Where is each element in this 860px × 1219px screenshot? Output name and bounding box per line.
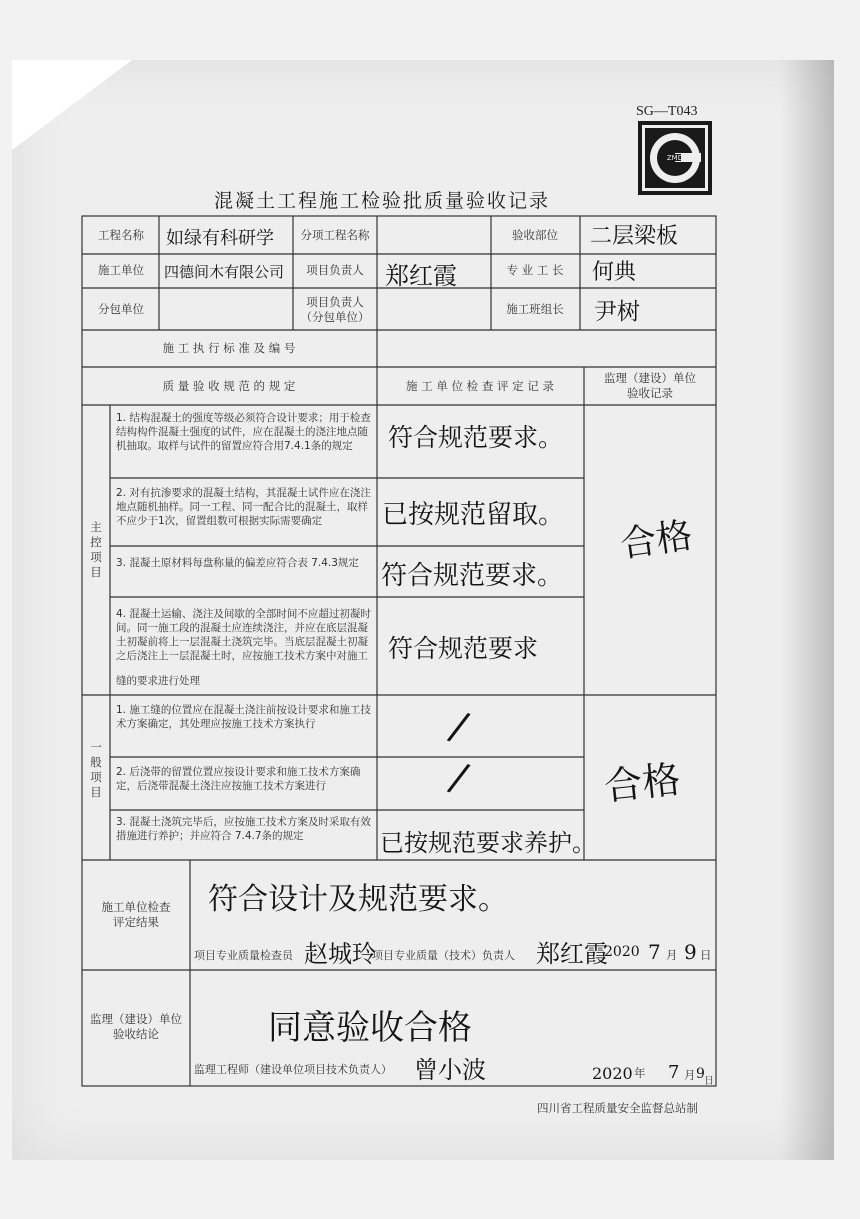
general-item-1-check: /	[444, 703, 473, 751]
main-item-1-text: 1. 结构混凝土的强度等级必须符合设计要求；用于检查结构构件混凝土强度的试件，应在混凝土的浇注地点随机抽取。取样与试件的留置应符合用7.4.1条的规定	[116, 412, 371, 452]
logo-text: ZMD	[666, 154, 684, 162]
contractor-eval-year: 2020	[604, 944, 640, 960]
column-contractor-check-header: 施 工 单 位 检 查 评 定 记 录	[406, 379, 554, 393]
contractor-eval-label-2: 评定结果	[113, 915, 159, 929]
contractor-eval-day-value: 9	[684, 940, 697, 964]
supervisor-conclusion-year: 2020	[592, 1064, 633, 1083]
specialty-foreman-value: 何典	[592, 260, 637, 285]
main-item-2-check: 已按规范留取。	[382, 500, 565, 530]
supervisor-conclusion-month-value: 7	[668, 1062, 680, 1083]
page-title: 混凝土工程施工检验批质量验收记录	[214, 190, 551, 212]
acceptance-part-label: 验收部位	[512, 228, 558, 242]
contractor-value: 四德间木有限公司	[164, 263, 285, 281]
supervising-engineer-signature: 曾小波	[414, 1056, 486, 1084]
project-manager-value: 郑红霞	[385, 262, 457, 290]
subcontractor-label: 分包单位	[98, 302, 144, 316]
main-item-3-check: 符合规范要求。	[381, 561, 564, 591]
general-item-1-text: 1. 施工缝的位置应在混凝土浇注前按设计要求和施工技术方案确定，其处理应按施工技术方案执行	[116, 704, 371, 730]
supervisor-conclusion-label: 监理（建设）单位	[90, 1012, 182, 1026]
contractor-eval-month-unit: 月	[666, 948, 678, 962]
supervisor-conclusion-year-unit: 年	[634, 1066, 646, 1080]
inspector-label: 项目专业质量检查员	[194, 949, 293, 962]
issuer-footer: 四川省工程质量安全监督总站制	[537, 1101, 698, 1115]
main-items-section-label: 主控项目	[90, 520, 102, 579]
project-name-label: 工程名称	[98, 228, 144, 242]
main-item-2-text: 2. 对有抗渗要求的混凝土结构，其混凝土试件应在浇注地点随机抽样。同一工程、同一配合比的混凝土，取样不应少于1次，留置组数可根据实际需要确定	[116, 487, 371, 527]
general-items-supervisor-result: 合格	[602, 757, 683, 809]
supervisor-conclusion-day-unit: 日	[704, 1076, 714, 1087]
main-items-supervisor-result: 合格	[617, 515, 695, 566]
sub-manager-label: 项目负责人	[306, 295, 364, 309]
general-items-section-label: 一般项目	[90, 740, 102, 799]
folded-corner	[12, 60, 132, 150]
supervisor-conclusion-day-value: 9	[696, 1066, 705, 1082]
team-leader-value: 尹树	[594, 299, 640, 325]
project-manager-label: 项目负责人	[306, 263, 364, 277]
contractor-eval-result: 符合设计及规范要求。	[208, 882, 508, 917]
form-code: SG—T043	[636, 104, 698, 119]
main-item-1-check: 符合规范要求。	[388, 423, 564, 452]
specialty-foreman-label: 专 业 工 长	[506, 263, 564, 277]
scan-edge-shadow	[780, 60, 834, 1160]
supervisor-conclusion-result: 同意验收合格	[268, 1008, 472, 1048]
supervising-engineer-label: 监理工程师（建设单位项目技术负责人）	[194, 1063, 392, 1076]
sub-manager-label-2: （分包单位）	[300, 310, 370, 324]
main-item-4-text-tail: 缝的要求进行处理	[116, 675, 200, 687]
acceptance-part-value: 二层梁板	[590, 224, 679, 249]
contractor-eval-day-unit: 日	[700, 948, 712, 962]
contractor-eval-label: 施工单位检查	[101, 900, 171, 914]
main-item-4-check: 符合规范要求	[388, 634, 539, 663]
general-item-3-check: 已按规范要求养护。	[380, 829, 596, 857]
project-name-value: 如绿有科研学	[166, 228, 274, 249]
column-spec-header: 质 量 验 收 规 范 的 规 定	[162, 379, 296, 393]
general-item-3-text: 3. 混凝土浇筑完毕后，应按施工技术方案及时采取有效措施进行养护；并应符合 7.4.7条的规定	[116, 816, 371, 842]
inspector-signature: 赵城玲	[304, 940, 376, 968]
supervisor-conclusion-month-unit: 月	[684, 1068, 696, 1082]
sub-project-label: 分项工程名称	[300, 228, 370, 242]
contractor-eval-month-value: 7	[648, 940, 661, 964]
column-supervisor-header: 监理（建设）单位	[604, 371, 696, 385]
column-supervisor-header-2: 验收记录	[627, 386, 673, 400]
standard-label: 施 工 执 行 标 准 及 编 号	[162, 341, 296, 355]
quality-manager-signature: 郑红霞	[536, 940, 608, 968]
supervisor-conclusion-label-2: 验收结论	[113, 1027, 159, 1041]
quality-seal-logo-icon	[637, 120, 713, 196]
contractor-label: 施工单位	[98, 263, 144, 277]
team-leader-label: 施工班组长	[506, 302, 564, 316]
main-item-3-text: 3. 混凝土原材料每盘称量的偏差应符合表 7.4.3规定	[116, 557, 359, 569]
main-item-4-text: 4. 混凝土运输、浇注及间歇的全部时间不应超过初凝时间。同一施工段的混凝土应连续浇注，并应在底层混凝土初凝前将上一层混凝土浇筑完毕。当底层混凝土初凝之后浇注上一层混凝土时，应按施工技术方案中对施工	[116, 608, 371, 662]
quality-manager-label: 项目专业质量（技术）负责人	[372, 949, 515, 962]
general-item-2-check: /	[444, 754, 473, 802]
general-item-2-text: 2. 后浇带的留置位置应按设计要求和施工技术方案确定，后浇带混凝土浇注应按施工技术方案进行	[116, 766, 361, 792]
